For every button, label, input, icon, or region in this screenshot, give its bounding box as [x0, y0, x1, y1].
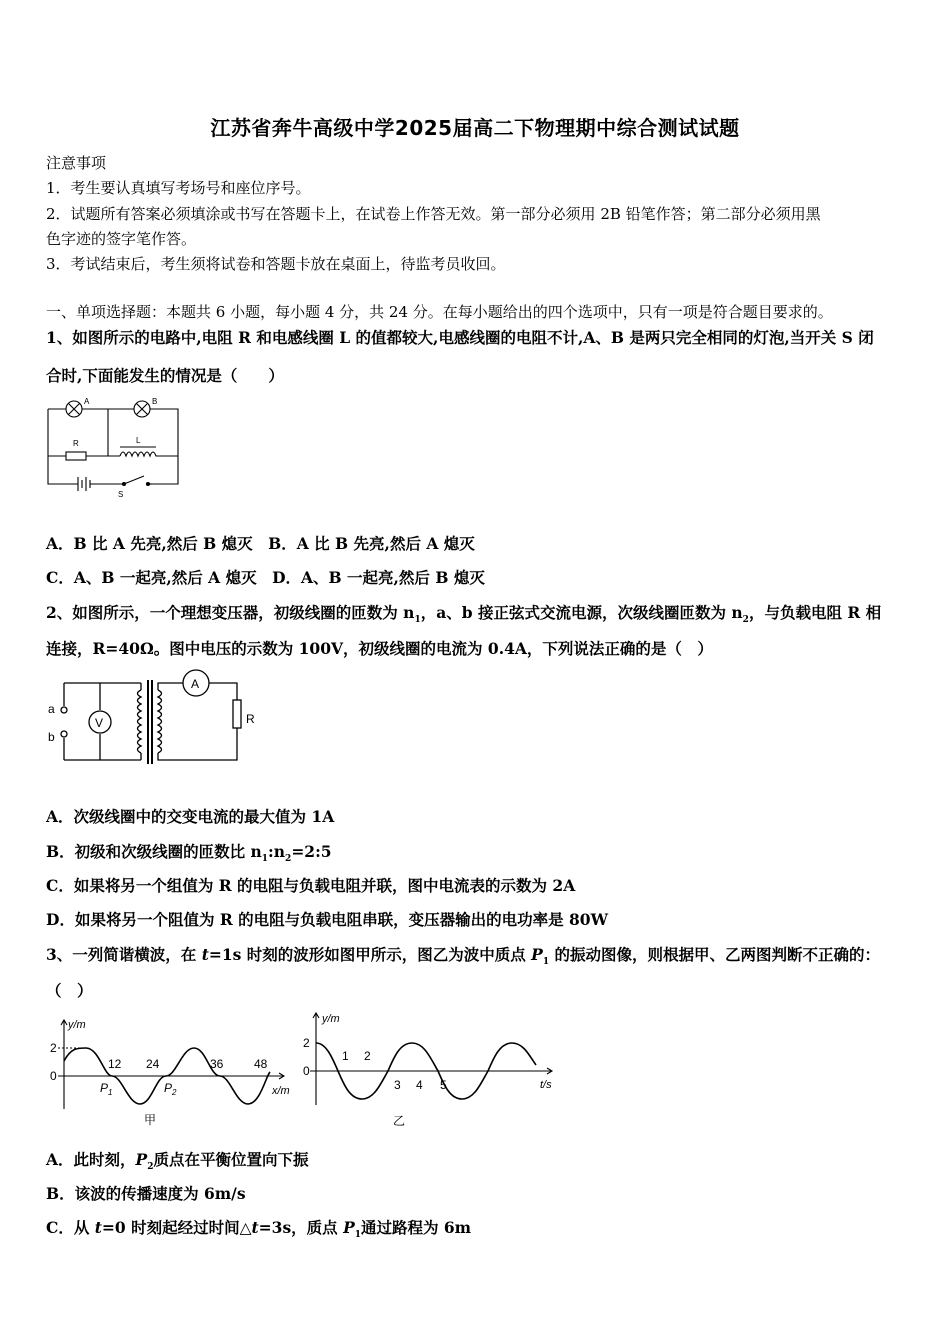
- yi-y-0: 0: [303, 1064, 310, 1078]
- notice-item-3: 3．考试结束后，考生须将试卷和答题卡放在桌面上，待监考员收回。: [46, 255, 506, 273]
- yi-tick-4: 4: [416, 1078, 423, 1092]
- notice-item-2a: 2．试题所有答案必须填涂或书写在答题卡上，在试卷上作答无效。第一部分必须用 2B 铅笔作答；第二部分必须用黑: [46, 205, 821, 223]
- page-title: 江苏省奔牛高级中学2025届高二下物理期中综合测试试题: [210, 116, 740, 140]
- yi-y-axis: [313, 1013, 319, 1105]
- q2-fig-voltmeter: V: [95, 716, 104, 730]
- q2-fig-terminal-a: a: [48, 702, 55, 716]
- q1-fig-label-s: S: [118, 490, 124, 499]
- yi-y-2: 2: [303, 1036, 310, 1050]
- jia-y-2: 2: [50, 1041, 57, 1055]
- jia-tick-36: 36: [210, 1057, 224, 1071]
- notice-heading: 注意事项: [46, 154, 107, 172]
- yi-x-label: t/s: [540, 1079, 552, 1091]
- jia-caption: 甲: [144, 1113, 157, 1127]
- q3-stem-line1: 3、一列简谐横波，在 t=1s 时刻的波形如图甲所示，图乙为波中质点 $P_1$ 的振动图像，则根据甲、乙两图判断不正确的：: [46, 945, 880, 968]
- q2-transformer-figure: [44, 668, 264, 774]
- jia-tick-24: 24: [146, 1057, 160, 1071]
- q2-option-b: B．初级和次级线圈的匝数比 $n_1:n_2=2:5$: [46, 842, 332, 865]
- yi-tick-1: 1: [342, 1049, 349, 1063]
- q2-fig-terminal-b: b: [48, 730, 55, 744]
- q3-option-a: A．此时刻，$P_2$质点在平衡位置向下振: [46, 1150, 309, 1173]
- jia-x-label: x/m: [272, 1085, 290, 1097]
- q3-option-c: C．从 t=0 时刻起经过时间△t=3s，质点 $P_1$通过路程为 6m: [46, 1218, 472, 1241]
- q2-option-a: A．次级线圈中的交变电流的最大值为 1A: [46, 807, 335, 826]
- yi-caption: 乙: [393, 1114, 406, 1128]
- notice-item-1: 1．考生要认真填写考场号和座位序号。: [46, 179, 311, 197]
- yi-tick-2: 2: [364, 1049, 371, 1063]
- jia-tick-12: 12: [108, 1057, 122, 1071]
- jia-y-0: 0: [50, 1069, 57, 1083]
- q1-fig-label-b: B: [152, 397, 158, 406]
- section-heading: 一、单项选择题：本题共 6 小题，每小题 4 分，共 24 分。在每小题给出的四个选项中，只有一项是符合题目要求的。: [46, 303, 833, 321]
- yi-tick-5: 5: [440, 1078, 447, 1092]
- q1-options-line2: C．A、B 一起亮,然后 A 熄灭 D．A、B 一起亮,然后 B 熄灭: [46, 568, 485, 587]
- jia-y-axis: [61, 1020, 67, 1109]
- q2-stem-line2: 连接，R=40Ω。图中电压的示数为 100V，初级线圈的电流为 0.4A，下列说法正确的是（ ）: [46, 639, 713, 658]
- q3-figure-yi: [300, 1005, 568, 1137]
- jia-p2-label: $P_2$: [164, 1081, 177, 1097]
- q3-option-b: B．该波的传播速度为 6m/s: [46, 1184, 246, 1203]
- notice-item-2b: 色字迹的签字笔作答。: [46, 230, 197, 248]
- q3-stem-line2: （ ）: [46, 981, 93, 1000]
- jia-tick-48: 48: [254, 1057, 268, 1071]
- q2-option-d: D．如果将另一个阻值为 R 的电阻与负载电阻串联，变压器输出的电功率是 80W: [46, 910, 608, 929]
- q1-fig-label-a: A: [84, 397, 90, 406]
- q1-fig-label-l: L: [136, 436, 141, 445]
- q1-options-line1: A．B 比 A 先亮,然后 B 熄灭 B．A 比 B 先亮,然后 A 熄灭: [46, 534, 475, 553]
- q3-figure-jia: [44, 1012, 304, 1134]
- jia-p1-label: $P_1$: [100, 1081, 113, 1097]
- q2-stem-line1: 2、如图所示，一个理想变压器，初级线圈的匝数为 $n_1$，a、b 接正弦式交流电源，次级线圈匝数为 $n_2$，与负载电阻 R 相: [46, 603, 882, 626]
- jia-y-label: y/m: [68, 1019, 86, 1031]
- q1-fig-label-r: R: [73, 439, 79, 448]
- yi-tick-3: 3: [394, 1078, 401, 1092]
- yi-y-label: y/m: [322, 1013, 340, 1025]
- q1-stem-line2: 合时,下面能发生的情况是（ ）: [46, 366, 284, 385]
- q2-option-c: C．如果将另一个组值为 R 的电阻与负载电阻并联，图中电流表的示数为 2A: [46, 876, 576, 895]
- q1-stem-line1: 1、如图所示的电路中,电阻 R 和电感线圈 L 的值都较大,电感线圈的电阻不计,A、B 是两只完全相同的灯泡,当开关 S 闭: [46, 328, 874, 347]
- q2-fig-resistor: R: [246, 712, 255, 726]
- q2-fig-ammeter: A: [191, 677, 200, 691]
- yi-x-axis: [310, 1068, 552, 1074]
- q1-circuit-figure: [44, 394, 184, 504]
